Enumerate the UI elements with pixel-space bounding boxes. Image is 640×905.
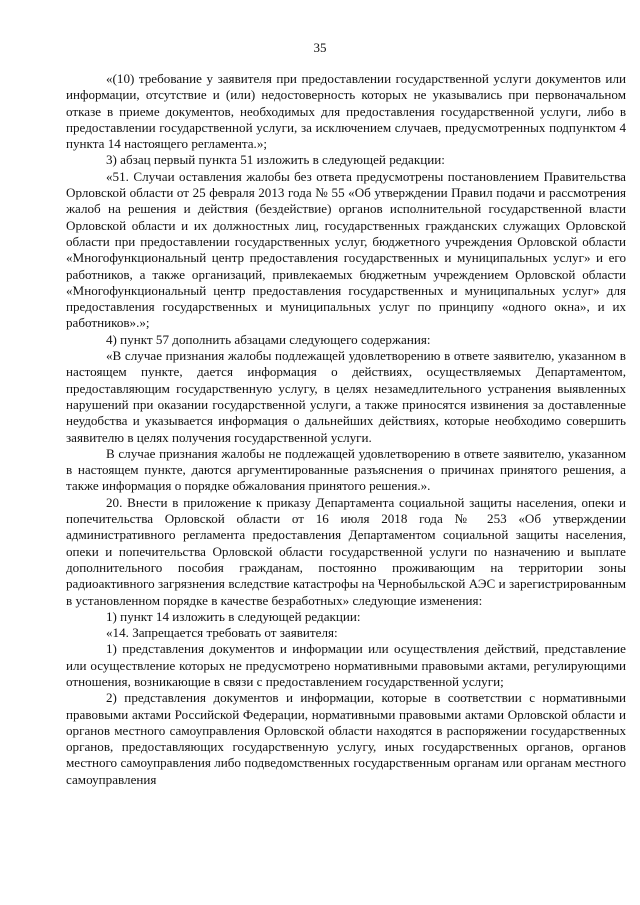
paragraph: «(10) требование у заявителя при предоставлении государственной услуги документов или информации, отсутствие и (или) недостоверность которых не указывались при первоначальном отказе в приеме документов, необходимых для предоставления государственной услуги, либо в предоставлении государственной услуги, за исключением случаев, предусмотренных подпунктом 4 пункта 14 настоящего регламента.»; — [66, 71, 626, 152]
paragraph: «51. Случаи оставления жалобы без ответа предусмотрены постановлением Правительства Орловской области от 25 февраля 2013 года № 55 «Об утверждении Правил подачи и рассмотрения жалоб на решения и действия (бездействие) органов исполнительной государственной власти Орловской области и их должностных лиц, государственных гражданских служащих Орловской области при предоставлении государственных услуг, бюджетного учреждения Орловской области «Многофункциональный центр предоставления государственных и муниципальных услуг» и его работников, а также организаций, привлекаемых бюджетным учреждением Орловской области «Многофункциональный центр предоставления государственных и муниципальных услуг» для предоставления государственных и муниципальных услуг по принципу «одного окна», и их работников».»; — [66, 168, 626, 331]
paragraph: 3) абзац первый пункта 51 изложить в следующей редакции: — [106, 152, 445, 168]
paragraph: 4) пункт 57 дополнить абзацами следующего содержания: — [106, 331, 431, 347]
paragraph: 20. Внести в приложение к приказу Департамента социальной защиты населения, опеки и попечительства Орловской области от 16 июля 2018 года № 253 «Об утверждении административного регламента предоставления Департаментом социальной защиты населения, опеки и попечительства Орловской области государственной услуги по назначению и выплате дополнительного пособия гражданам, постоянно проживающим на территории зоны радиоактивного загрязнения вследствие катастрофы на Чернобыльской АЭС и зарегистрированным в установленном порядке в качестве безработных» следующие изменения: — [66, 494, 626, 608]
paragraph: В случае признания жалобы не подлежащей удовлетворению в ответе заявителю, указанном в настоящем пункте, даются аргументированные разъяснения о причинах принятого решения, а также информация о порядке обжалования принятого решения.». — [66, 445, 626, 494]
paragraph: 2) представления документов и информации, которые в соответствии с нормативными правовыми актами Российской Федерации, нормативными правовыми актами Орловской области и органов местного самоуправления Орловской области находятся в распоряжении государственных органов, предоставляющих государственную услугу, иных государственных органов, органов местного самоуправления либо подведомственных государственным органам или органам местного самоуправления — [66, 690, 626, 787]
document-body — [66, 71, 626, 788]
page-number: 35 — [313, 40, 327, 55]
paragraph: «14. Запрещается требовать от заявителя: — [106, 625, 338, 641]
paragraph: «В случае признания жалобы подлежащей удовлетворению в ответе заявителю, указанном в настоящем пункте, дается информация о действиях, осуществляемых Департаментом, предоставляющим государственную услугу, в целях незамедлительного устранения выявленных нарушений при оказании государственной услуги, а также приносятся извинения за доставленные неудобства и указывается информация о дальнейших действиях, которые необходимо совершить заявителю в целях получения государственной услуги. — [66, 348, 626, 445]
paragraph: 1) пункт 14 изложить в следующей редакции: — [106, 608, 361, 624]
paragraph: 1) представления документов и информации или осуществления действий, представление или осуществление которых не предусмотрено нормативными правовыми актами, регулирующими отношения, возникающие в связи с предоставлением государственной услуги; — [66, 641, 626, 689]
